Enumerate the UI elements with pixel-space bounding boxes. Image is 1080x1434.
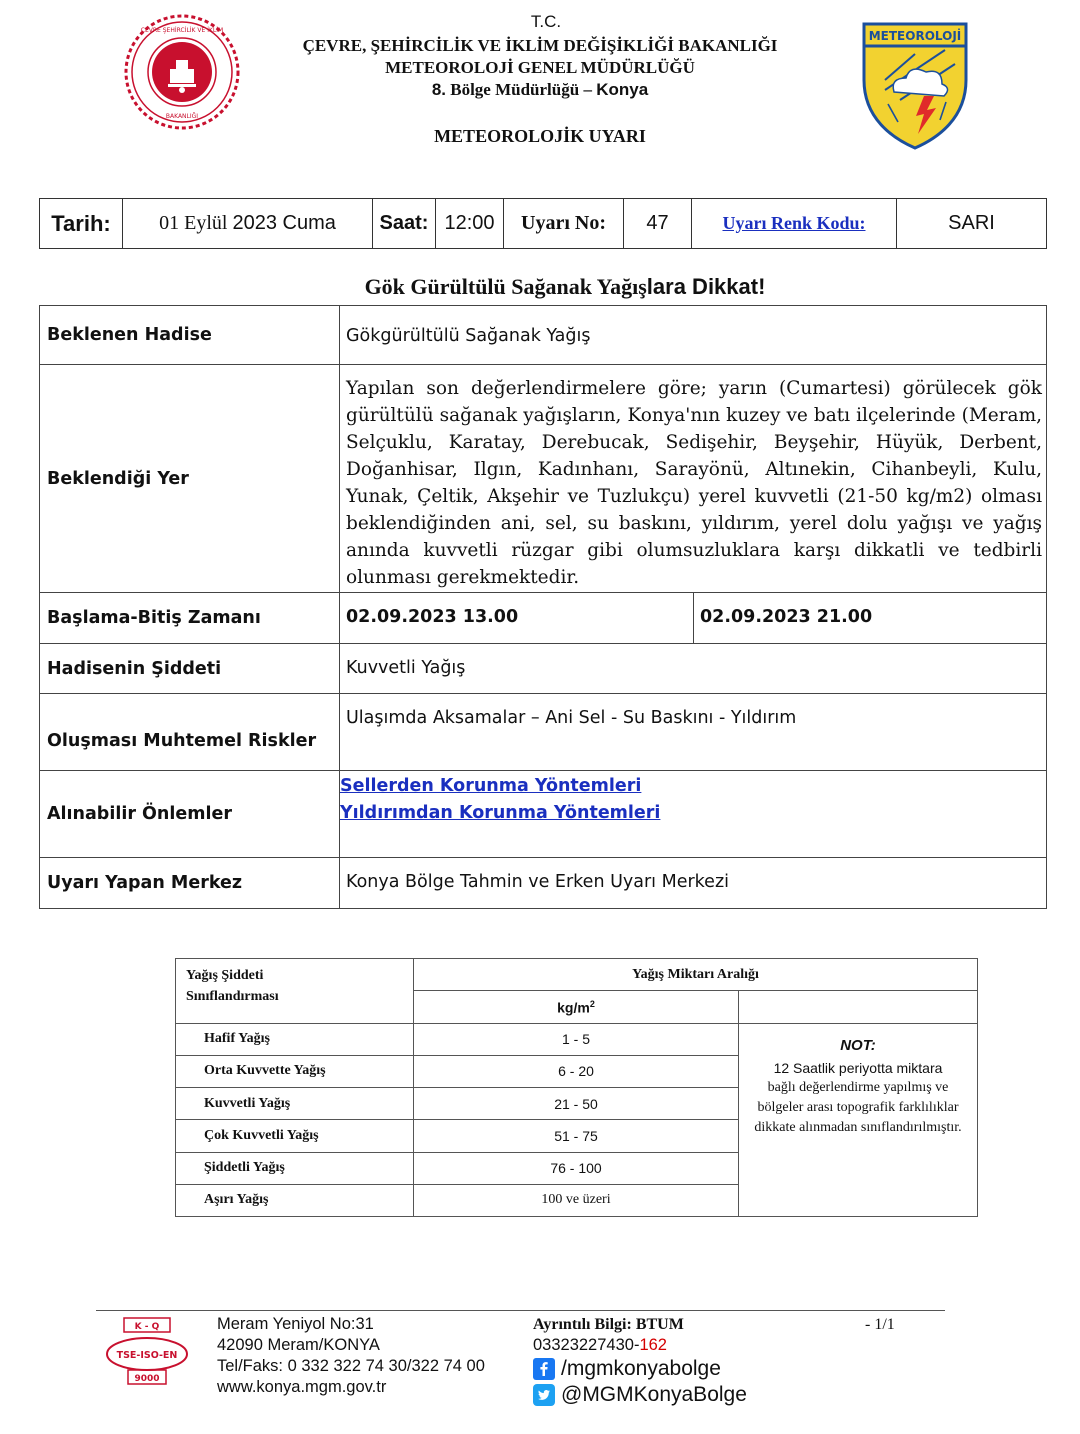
twitter-link[interactable] bbox=[533, 1383, 747, 1407]
twitter-handle: @MGMKonyaBolge bbox=[561, 1383, 747, 1406]
intensity-range: 100 ve üzeri bbox=[414, 1184, 739, 1216]
kq-logo-line3: 9000 bbox=[134, 1374, 160, 1384]
row-risks bbox=[40, 694, 1047, 771]
unit-superscript: 2 bbox=[589, 998, 595, 1009]
expected-place-value: Yapılan son değerlendirmelere göre; yarın (Cumartesi) görülecek gök gürültülü sağanak yağışların, Konya'nın kuzey ve batı ilçelerinde (Meram, Selçuklu, Karatay, Derebucak, Sedişehir, Beyşehir, Hüyük, Derbent, Doğanhisar, Ilgın, Kadınhanı, Sarayönü, Altınekin, Cihanbeyli, Kulu, Yunak, Çeltik, Akşehir ve Tuzlukçu) yerel kuvvetli (21-50 kg/m2) olması beklendiğinden ani, sel, su baskını, yıldırım, yerel dolu yağışı ve yağış anında kuvvetli rüzgar gibi olumsuzluklara karşı dikkatli ve tedbirli olunması gerekmektedir. bbox=[340, 365, 1047, 593]
date-value bbox=[123, 199, 373, 249]
header-directorate: METEOROLOJİ GENEL MÜDÜRLÜĞÜ bbox=[385, 58, 695, 77]
note-spacer bbox=[739, 991, 978, 1023]
warning-center-label: Uyarı Yapan Merkez bbox=[40, 858, 340, 909]
meteoroloji-logo-text: METEOROLOJİ bbox=[868, 29, 962, 43]
row-start-end-time bbox=[40, 593, 1047, 644]
intensity-class-header-line1: Yağış Şiddeti bbox=[186, 968, 264, 983]
info-label: Ayrıntılı Bilgi: BTUM bbox=[533, 1316, 684, 1333]
unit-header bbox=[414, 991, 739, 1023]
meteoroloji-shield-logo bbox=[860, 20, 970, 150]
document-title: METEOROLOJİK UYARI bbox=[434, 126, 646, 146]
intensity-class-header bbox=[176, 959, 414, 1024]
address-line: Meram Yeniyol No:31 bbox=[217, 1315, 374, 1333]
header-region-mid: Bölge Müdürlüğü – bbox=[450, 80, 592, 99]
expected-event-label: Beklenen Hadise bbox=[40, 306, 340, 365]
address-line: Tel/Faks: 0 332 322 74 30/322 74 00 bbox=[217, 1357, 485, 1375]
header-tc: T.C. bbox=[530, 12, 562, 31]
warning-info-row bbox=[39, 198, 1047, 249]
date-rest: 2023 Cuma bbox=[232, 212, 336, 234]
intensity-range: 51 - 75 bbox=[414, 1120, 739, 1152]
header-region-number: 8. bbox=[431, 80, 446, 99]
row-warning-center bbox=[40, 858, 1047, 909]
row-expected-event bbox=[40, 306, 1047, 365]
date-day: 01 Eylül bbox=[159, 212, 228, 234]
color-code-link[interactable]: Uyarı Renk Kodu: bbox=[722, 213, 866, 233]
warning-headline-part2: lara Dikkat! bbox=[646, 274, 766, 299]
intensity-range: 1 - 5 bbox=[414, 1023, 739, 1055]
unit-base: kg/m bbox=[557, 999, 590, 1016]
kq-tse-iso-logo bbox=[104, 1316, 190, 1388]
intensity-name: Şiddetli Yağış bbox=[176, 1152, 414, 1184]
intensity-row bbox=[176, 1023, 978, 1055]
measures-label: Alınabilir Önlemler bbox=[40, 771, 340, 858]
facebook-link[interactable] bbox=[533, 1357, 721, 1381]
intensity-note bbox=[739, 1023, 978, 1217]
warning-headline bbox=[0, 274, 1080, 300]
note-line1: 12 Saatlik periyotta miktara bbox=[773, 1059, 943, 1076]
note-title: NOT: bbox=[840, 1036, 876, 1054]
header-region-city: Konya bbox=[596, 80, 649, 99]
time-value: 12:00 bbox=[436, 199, 504, 249]
kq-logo-line2: TSE-ISO-EN bbox=[116, 1350, 178, 1361]
intensity-range: 6 - 20 bbox=[414, 1055, 739, 1087]
row-expected-place bbox=[40, 365, 1047, 593]
intensity-name: Çok Kuvvetli Yağış bbox=[176, 1120, 414, 1152]
website-link[interactable]: www.konya.mgm.gov.tr bbox=[217, 1378, 387, 1396]
footer-address bbox=[217, 1314, 485, 1398]
severity-value: Kuvvetli Yağış bbox=[340, 644, 1047, 694]
footer-divider bbox=[96, 1310, 945, 1311]
intensity-range: 21 - 50 bbox=[414, 1088, 739, 1120]
intensity-name: Aşırı Yağış bbox=[176, 1184, 414, 1216]
risks-label: Oluşması Muhtemel Riskler bbox=[40, 694, 340, 771]
intensity-range: 76 - 100 bbox=[414, 1152, 739, 1184]
intensity-name: Kuvvetli Yağış bbox=[176, 1088, 414, 1120]
color-code-cell bbox=[692, 199, 897, 249]
lightning-protection-link[interactable]: Yıldırımdan Korunma Yöntemleri bbox=[340, 803, 661, 823]
intensity-class-header-line2: Sınıflandırması bbox=[186, 989, 279, 1004]
color-code-value: SARI bbox=[897, 199, 1047, 249]
intensity-name: Hafif Yağış bbox=[176, 1023, 414, 1055]
phone-main: 03323227430- bbox=[533, 1336, 640, 1354]
expected-place-label: Beklendiği Yer bbox=[40, 365, 340, 593]
kq-logo-line1: K - Q bbox=[134, 1322, 160, 1332]
range-header: Yağış Miktarı Aralığı bbox=[414, 959, 978, 991]
expected-event-value: Gökgürültülü Sağanak Yağış bbox=[340, 306, 1047, 365]
row-severity bbox=[40, 644, 1047, 694]
rain-intensity-table bbox=[175, 958, 978, 1217]
twitter-icon bbox=[533, 1384, 555, 1406]
warning-details-table bbox=[39, 305, 1047, 909]
flood-protection-link[interactable]: Sellerden Korunma Yöntemleri bbox=[340, 776, 642, 796]
row-measures bbox=[40, 771, 1047, 858]
svg-text:BAKANLIĞI: BAKANLIĞI bbox=[165, 113, 199, 120]
warning-number-value: 47 bbox=[624, 199, 692, 249]
footer-contact bbox=[533, 1314, 684, 1356]
facebook-handle: /mgmkonyabolge bbox=[561, 1357, 721, 1380]
warning-center-value: Konya Bölge Tahmin ve Erken Uyarı Merkezi bbox=[340, 858, 1047, 909]
warning-number-label: Uyarı No: bbox=[504, 199, 624, 249]
phone-extension: 162 bbox=[639, 1336, 667, 1354]
svg-text:ÇEVRE ŞEHİRCİLİK VE İKLİM: ÇEVRE ŞEHİRCİLİK VE İKLİM bbox=[140, 27, 224, 34]
header-ministry: ÇEVRE, ŞEHİRCİLİK VE İKLİM DEĞİŞİKLİĞİ BAKANLIĞI bbox=[302, 36, 778, 55]
warning-headline-part1: Gök Gürültülü Sağanak Yağış bbox=[364, 274, 647, 299]
measures-links bbox=[340, 771, 1047, 858]
risks-value: Ulaşımda Aksamalar – Ani Sel - Su Baskını - Yıldırım bbox=[340, 694, 1047, 771]
facebook-icon bbox=[533, 1358, 555, 1380]
document-header bbox=[0, 0, 1080, 190]
date-label: Tarih: bbox=[40, 199, 123, 249]
note-rest: bağlı değerlendirme yapılmış ve bölgeler arası topografik farklılıklar dikkate alınmadan sınıflandırılmıştır. bbox=[754, 1079, 962, 1135]
address-line: 42090 Meram/KONYA bbox=[217, 1336, 380, 1354]
start-end-time-label: Başlama-Bitiş Zamanı bbox=[40, 593, 340, 644]
intensity-name: Orta Kuvvette Yağış bbox=[176, 1055, 414, 1087]
severity-label: Hadisenin Şiddeti bbox=[40, 644, 340, 694]
phone-number bbox=[533, 1335, 684, 1356]
page-number: - 1/1 bbox=[865, 1316, 895, 1333]
time-label: Saat: bbox=[373, 199, 436, 249]
start-time-value: 02.09.2023 13.00 bbox=[340, 593, 694, 644]
end-time-value: 02.09.2023 21.00 bbox=[694, 593, 1047, 644]
